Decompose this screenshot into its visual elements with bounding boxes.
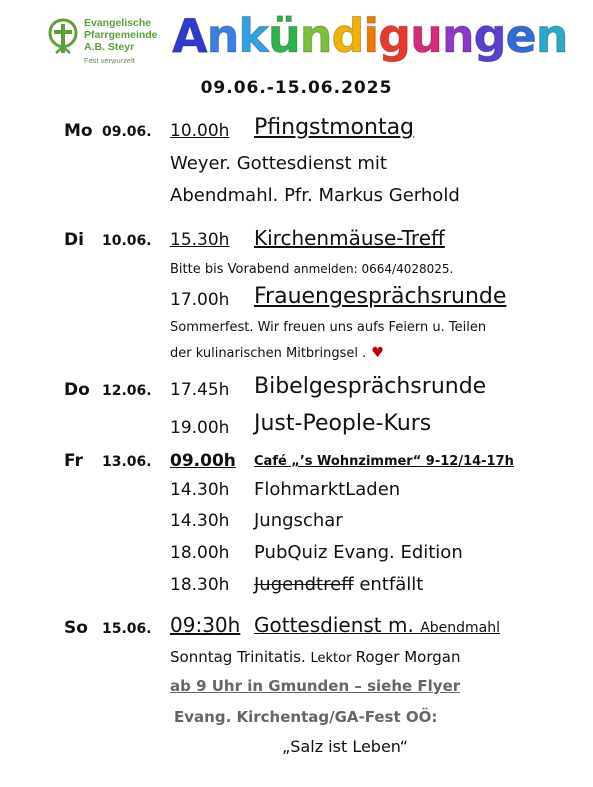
event-description: Weyer. Gottesdienst mit (170, 153, 387, 174)
event-note-part: anmelden: 0664/4028025. (293, 262, 454, 276)
date-label-fr: 13.06. (102, 454, 152, 470)
event-time: 17.45h (170, 380, 230, 400)
event-time: 18.00h (170, 543, 230, 563)
event-title (254, 613, 500, 637)
event-description: der kulinarischen Mitbringsel . (170, 346, 367, 361)
event-title: Café „’s Wohnzimmer“ 9-12/14-17h (254, 454, 514, 469)
event-time: 19.00h (170, 418, 230, 438)
event-title: Jungschar (254, 510, 343, 531)
event-title: FlohmarktLaden (254, 479, 401, 500)
org-line-1: Evangelische (84, 17, 152, 29)
date-label-di: 10.06. (102, 233, 152, 249)
event-time: 09:30h (170, 613, 241, 637)
title-letter: n (441, 9, 474, 63)
date-label-do: 12.06. (102, 383, 152, 399)
event-time: 17.00h (170, 290, 230, 310)
event-notice: Evang. Kirchentag/GA-Fest OÖ: (174, 708, 438, 726)
heart-icon: ♥ (371, 345, 384, 361)
event-time: 10.00h (170, 121, 230, 141)
cancelled-title: Jugendtreff (254, 574, 354, 595)
title-letter: n (206, 9, 239, 63)
event-time: 14.30h (170, 511, 230, 531)
event-description: Abendmahl. Pfr. Markus Gerhold (170, 185, 460, 206)
date-range: 09.06.-15.06.2025 (200, 78, 393, 98)
event-title: Frauengesprächsrunde (254, 284, 507, 309)
event-title: PubQuiz Evang. Edition (254, 542, 463, 563)
event-description-line (170, 647, 460, 666)
title-letter: n (299, 9, 332, 63)
event-note-part: Bitte bis Vorabend (170, 262, 294, 277)
title-letter: u (410, 9, 442, 63)
day-label-do: Do (64, 380, 90, 400)
event-note (170, 258, 453, 277)
title-letter: ü (267, 9, 300, 63)
event-notice: ab 9 Uhr in Gmunden – siehe Flyer (170, 677, 461, 695)
day-label-mo: Mo (64, 121, 93, 141)
page-title (172, 8, 568, 64)
title-letter: i (363, 9, 379, 63)
event-time: 14.30h (170, 480, 230, 500)
org-line-2: Pfarrgemeinde (84, 29, 158, 41)
title-letter: g (473, 9, 506, 63)
org-line-3: A.B. Steyr (84, 41, 135, 53)
event-title (254, 574, 423, 595)
event-motto: „Salz ist Leben“ (282, 737, 409, 756)
day-label-fr: Fr (64, 451, 83, 471)
event-time: 15.30h (170, 230, 230, 250)
title-letter: n (535, 9, 568, 63)
org-tagline: Fest verwurzelt (84, 56, 135, 65)
event-description: Lektor (310, 651, 356, 666)
event-time: 18.30h (170, 575, 230, 595)
event-title: Just-People-Kurs (254, 411, 432, 436)
church-logo-icon (46, 17, 80, 55)
title-letter: d (331, 9, 364, 63)
event-title: Kirchenmäuse-Treff (254, 226, 445, 250)
title-letter: e (505, 9, 536, 63)
cancel-note: entfällt (353, 574, 424, 595)
date-label-mo: 09.06. (102, 124, 152, 140)
event-title: Bibelgesprächsrunde (254, 374, 487, 399)
title-letter: k (238, 9, 268, 63)
event-description: Sommerfest. Wir freuen uns aufs Feiern u. Teilen (170, 320, 487, 335)
title-letter: A (172, 9, 207, 63)
event-title-small: Abendmahl (420, 620, 501, 636)
event-description: Sonntag Trinitatis. (170, 648, 311, 666)
day-label-di: Di (64, 230, 84, 250)
event-time: 09.00h (170, 451, 236, 471)
organization-name (84, 17, 158, 67)
date-label-so: 15.06. (102, 621, 152, 637)
event-description-line (170, 342, 384, 361)
event-title: Pfingstmontag (254, 115, 415, 140)
day-label-so: So (64, 618, 88, 638)
event-title-main: Gottesdienst m. (254, 613, 421, 637)
title-letter: g (378, 9, 411, 63)
event-description: Roger Morgan (355, 648, 461, 666)
